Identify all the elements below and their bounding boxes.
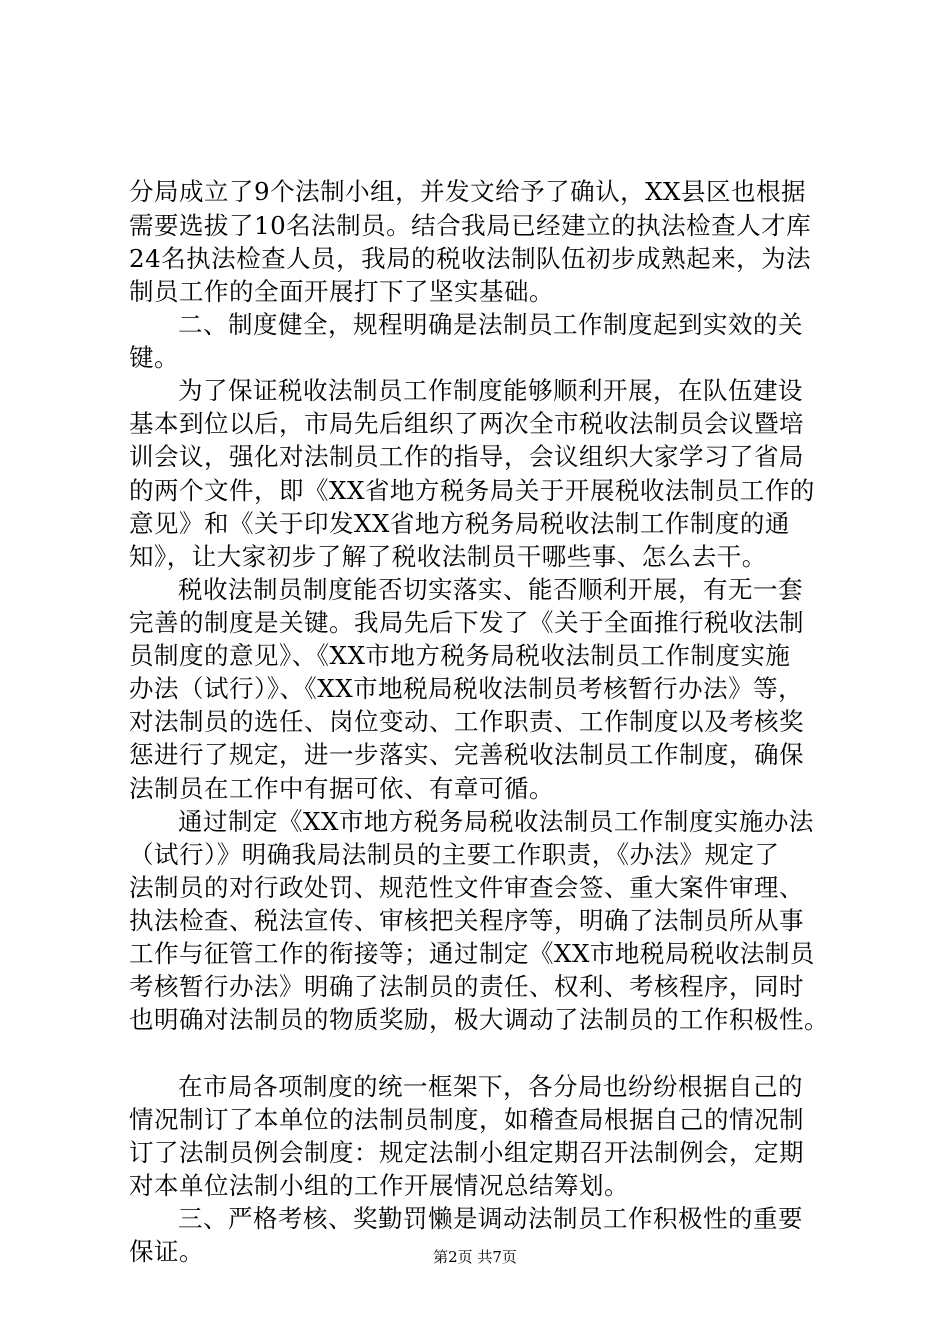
text-line: 员制度的意见》、《XX市地方税务局税收法制员工作制度实施 <box>129 641 791 670</box>
text-line: （试行）》明确我局法制员的主要工作职责，《办法》规定了 <box>129 840 780 869</box>
text-line: 税收法制员制度能否切实落实、能否顺利开展，有无一套 <box>178 575 803 604</box>
text-line: 知》，让大家初步了解了税收法制员干哪些事、怎么去干。 <box>129 542 767 571</box>
text-line: 制员工作的全面开展打下了坚实基础。 <box>129 277 554 306</box>
text-line: 通过制定《XX市地方税务局税收法制员工作制度实施办法 <box>178 807 814 836</box>
text-line: 完善的制度是关键。我局先后下发了《关于全面推行税收法制 <box>129 608 804 637</box>
section-heading-line: 键。 <box>129 343 179 372</box>
text-line: 订了法制员例会制度：规定法制小组定期召开法制例会，定期 <box>129 1138 804 1167</box>
text-line: 的两个文件，即《XX省地方税务局关于开展税收法制员工作的 <box>129 476 815 505</box>
text-line: 24名执法检查人员，我局的税收法制队伍初步成熟起来，为法 <box>129 244 812 273</box>
text-line: 惩进行了规定，进一步落实、完善税收法制员工作制度，确保 <box>129 740 804 769</box>
text-line: 分局成立了9个法制小组，并发文给予了确认，XX县区也根据 <box>129 177 806 206</box>
text-line: 情况制订了本单位的法制员制度，如稽查局根据自己的情况制 <box>129 1105 804 1134</box>
text-line: 法制员在工作中有据可依、有章可循。 <box>129 774 554 803</box>
text-line: 也明确对法制员的物质奖励，极大调动了法制员的工作积极性。 <box>129 1005 829 1034</box>
section-heading-line: 保证。 <box>129 1237 204 1266</box>
text-line: 对本单位法制小组的工作开展情况总结筹划。 <box>129 1171 629 1200</box>
text-line: 对法制员的选任、岗位变动、工作职责、工作制度以及考核奖 <box>129 707 804 736</box>
text-line: 办法（试行）》、《XX市地税局税收法制员考核暂行办法》等， <box>129 674 804 703</box>
section-heading-line: 三、严格考核、奖勤罚懒是调动法制员工作积极性的重要 <box>178 1204 803 1233</box>
section-heading-line: 二、制度健全，规程明确是法制员工作制度起到实效的关 <box>178 310 803 339</box>
text-line: 需要选拔了10名法制员。结合我局已经建立的执法检查人才库 <box>129 211 812 240</box>
text-line: 考核暂行办法》明确了法制员的责任、权利、考核程序，同时 <box>129 972 804 1001</box>
text-line: 执法检查、税法宣传、审核把关程序等，明确了法制员所从事 <box>129 906 804 935</box>
text-line: 在市局各项制度的统一框架下，各分局也纷纷根据自己的 <box>178 1072 803 1101</box>
text-line: 法制员的对行政处罚、规范性文件审查会签、重大案件审理、 <box>129 873 804 902</box>
page-number-footer: 第2页 共7页 <box>433 1248 517 1266</box>
text-line: 为了保证税收法制员工作制度能够顺利开展，在队伍建设 <box>178 376 803 405</box>
text-line: 意见》和《关于印发XX省地方税务局税收法制工作制度的通 <box>129 509 790 538</box>
text-line: 基本到位以后，市局先后组织了两次全市税收法制员会议暨培 <box>129 409 804 438</box>
text-line: 工作与征管工作的衔接等；通过制定《XX市地税局税收法制员 <box>129 939 815 968</box>
text-line: 训会议，强化对法制员工作的指导，会议组织大家学习了省局 <box>129 442 804 471</box>
